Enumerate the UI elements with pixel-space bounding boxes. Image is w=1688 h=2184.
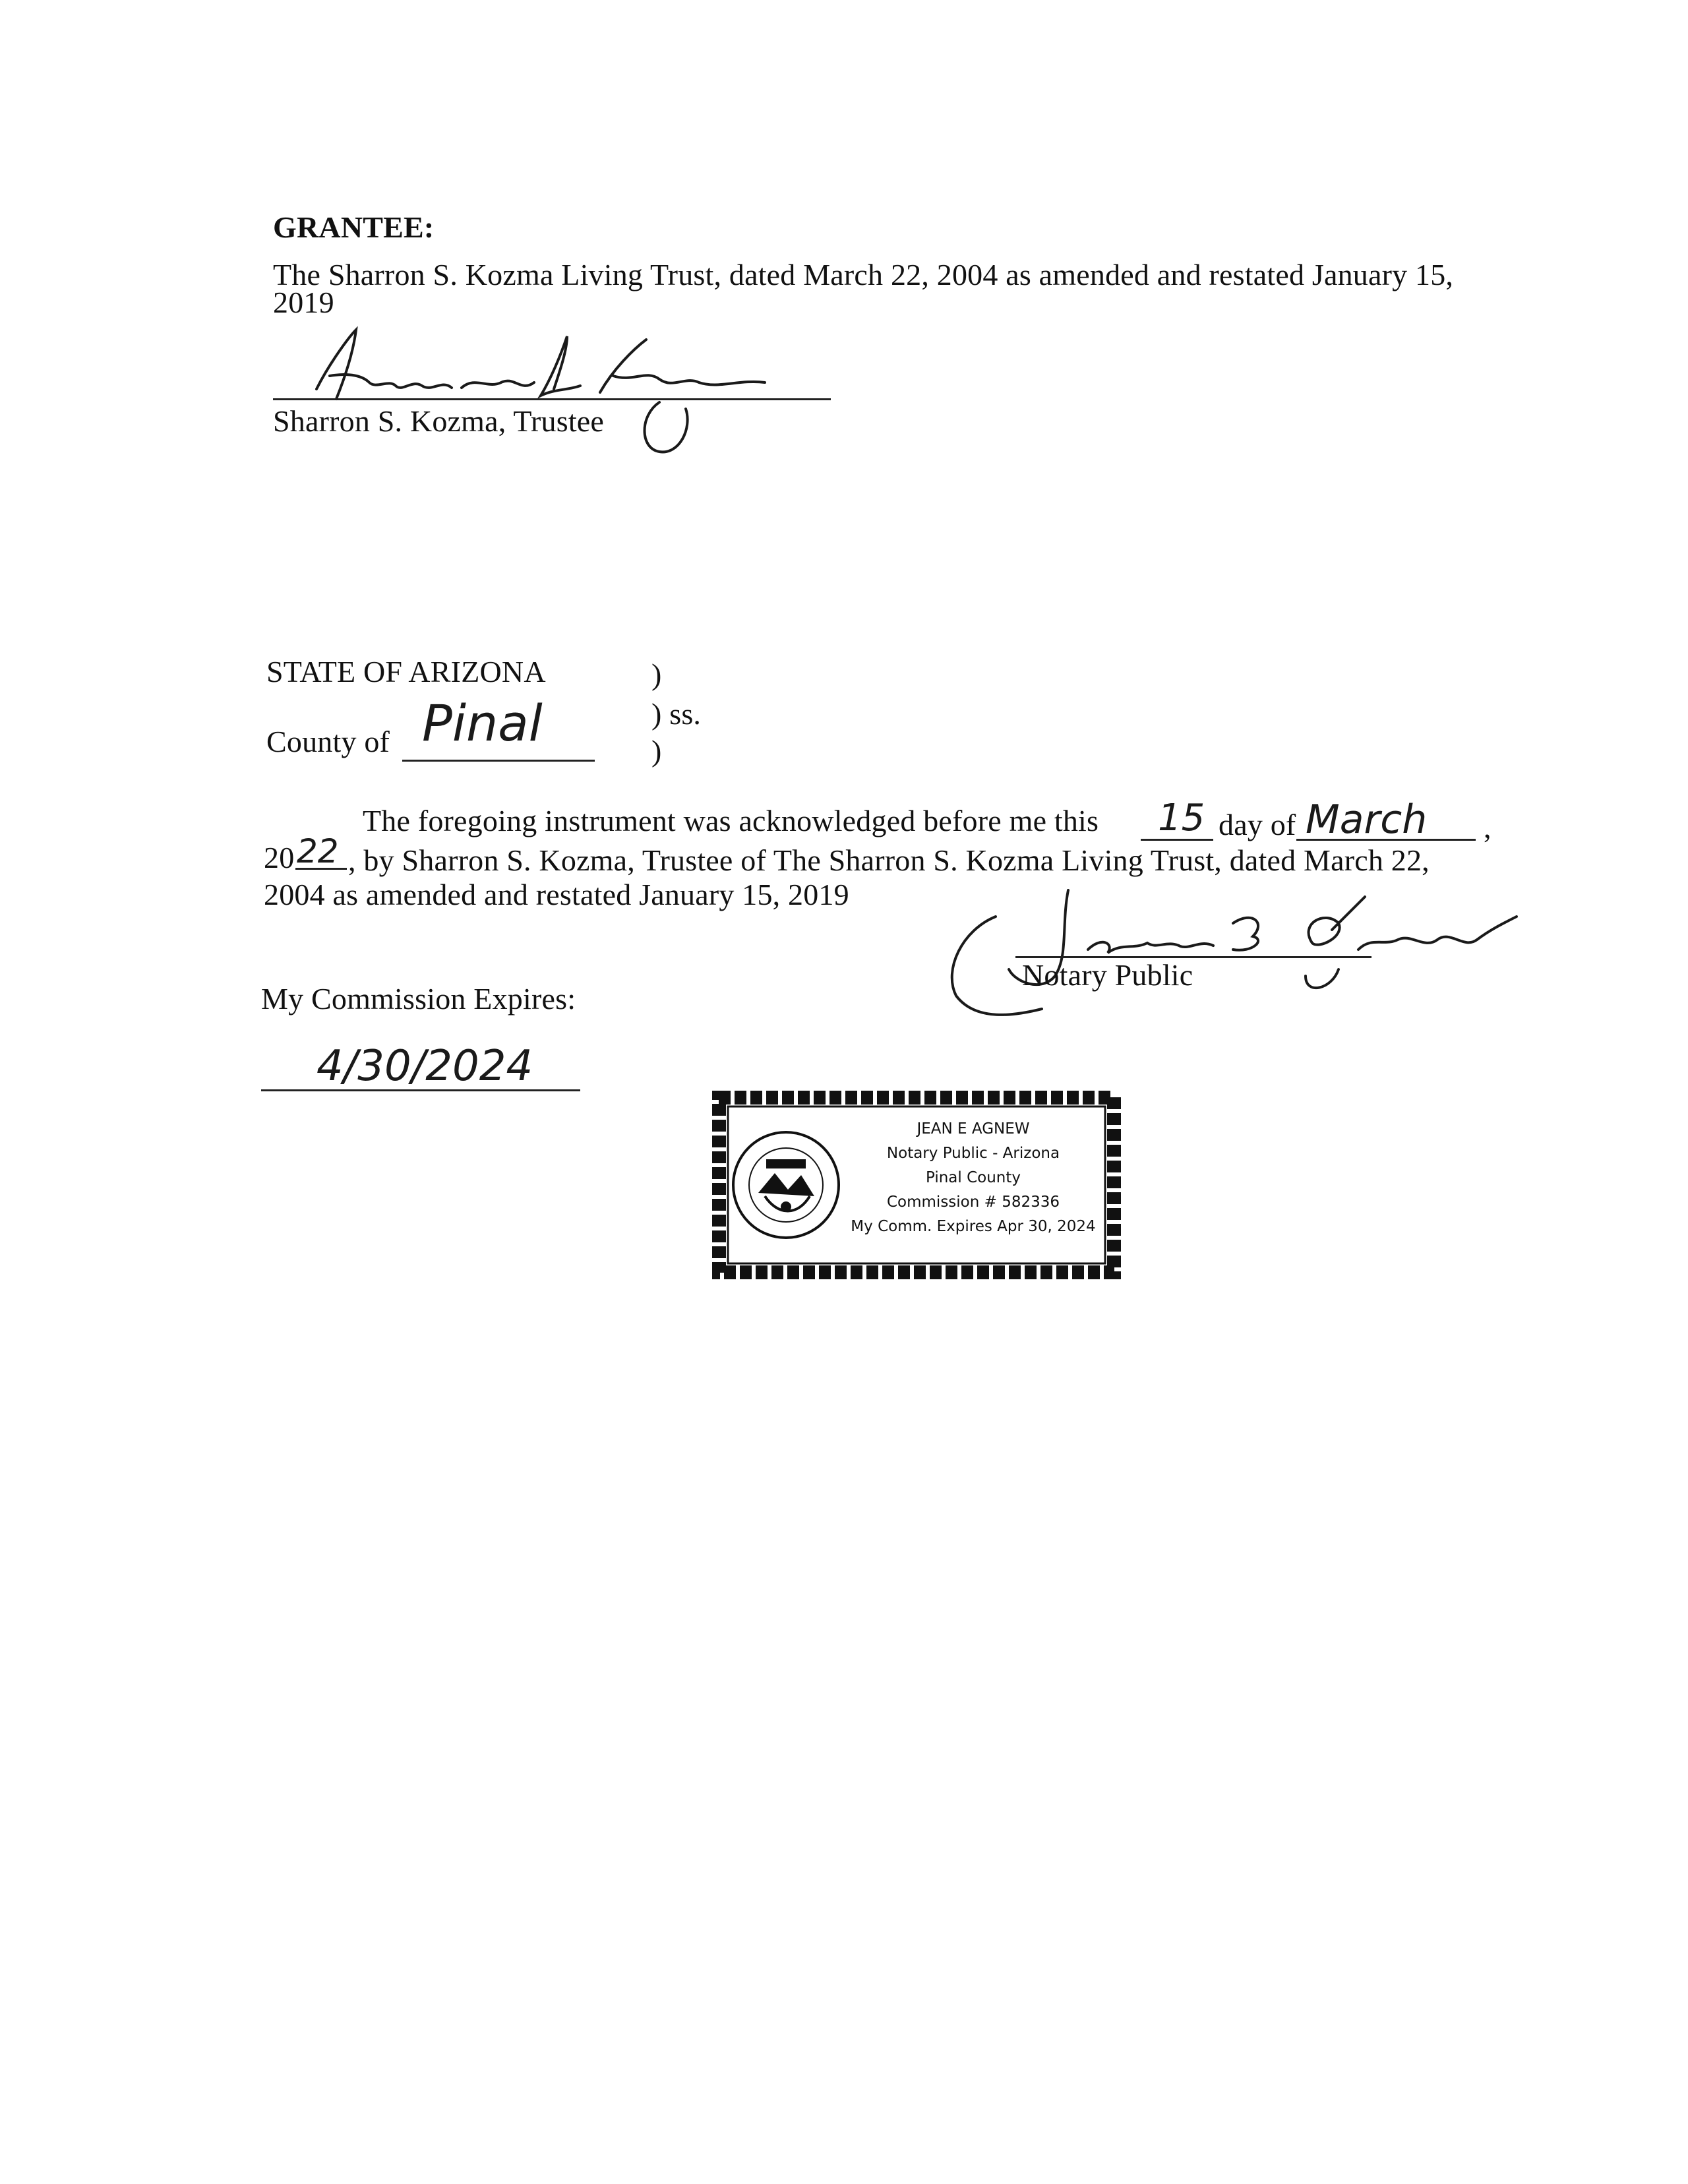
- ack-month-line: [1296, 839, 1476, 841]
- venue-paren-1: ): [651, 657, 662, 691]
- stamp-expires: My Comm. Expires Apr 30, 2024: [851, 1218, 1096, 1235]
- grantee-heading: GRANTEE:: [273, 210, 435, 244]
- venue-state: STATE OF ARIZONA: [266, 655, 546, 688]
- ack-year-prefix: 20: [264, 841, 295, 874]
- stamp-commission: Commission # 582336: [886, 1194, 1060, 1211]
- ack-line-2: , by Sharron S. Kozma, Trustee of The Sharron S. Kozma Living Trust, dated March 22,: [348, 843, 1430, 877]
- grantee-signature: [290, 317, 831, 468]
- ack-year-handwritten: 22: [297, 832, 339, 870]
- grantee-trust-line-2: 2019: [273, 286, 334, 319]
- notary-label: Notary Public: [1022, 958, 1193, 992]
- ack-day-handwritten: 15: [1158, 797, 1205, 839]
- ack-line-1: The foregoing instrument was acknowledged before me this: [363, 804, 1099, 837]
- notary-stamp: [712, 1091, 1121, 1279]
- ack-day-of: day of: [1219, 808, 1296, 841]
- stamp-county: Pinal County: [925, 1169, 1021, 1186]
- ack-line-3: 2004 as amended and restated January 15, 2019: [264, 878, 849, 911]
- grantee-trust-line-1: The Sharron S. Kozma Living Trust, dated March 22, 2004 as amended and restated January 15,: [273, 258, 1454, 291]
- venue-paren-ss: ) ss.: [651, 697, 702, 731]
- commission-label: My Commission Expires:: [261, 982, 576, 1016]
- grantee-signature-line: [273, 398, 831, 400]
- ack-month-handwritten: March: [1306, 797, 1428, 843]
- notary-signature: [923, 877, 1530, 1029]
- stamp-name: JEAN E AGNEW: [917, 1120, 1030, 1138]
- stamp-title: Notary Public - Arizona: [886, 1145, 1060, 1162]
- commission-date-handwritten: 4/30/2024: [316, 1042, 533, 1091]
- county-label: County of: [266, 725, 390, 758]
- county-handwritten: Pinal: [422, 694, 543, 752]
- arizona-seal-icon: [733, 1132, 839, 1238]
- commission-date-line: [261, 1089, 580, 1091]
- grantee-signer-label: Sharron S. Kozma, Trustee: [273, 404, 605, 438]
- stamp-text-block: [841, 1117, 1105, 1239]
- county-blank-line: [402, 760, 595, 762]
- ack-comma: ,: [1484, 810, 1492, 844]
- venue-paren-3: ): [651, 734, 662, 768]
- ack-day-line: [1141, 839, 1213, 841]
- ack-year-line: [295, 868, 347, 870]
